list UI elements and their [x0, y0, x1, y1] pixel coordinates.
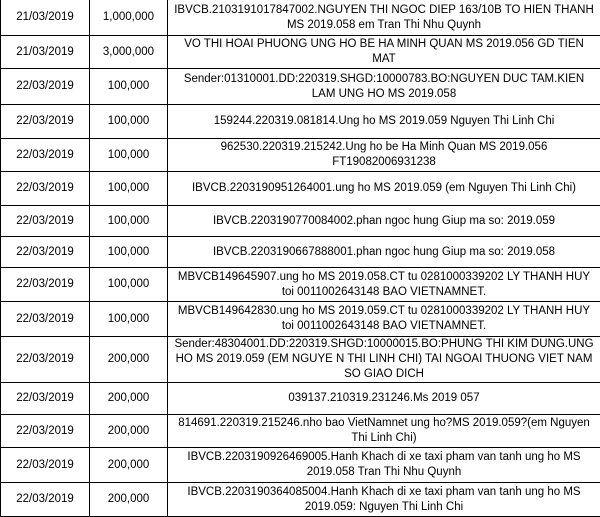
amount-cell: 1,000,000	[90, 0, 168, 36]
description-cell: VO THI HOAI PHUONG UNG HO BE HA MINH QUAN MS 2019.056 GD TIEN MAT	[168, 36, 600, 69]
description-cell: IBVCB.2103191017847002.NGUYEN THI NGOC DIEP 163/10B TO HIEN THANH MS 2019.058 em Tran Thi Nhu Quynh	[168, 0, 600, 36]
table-row	[1, 268, 600, 302]
description-cell: 159244.220319.081814.Ung ho MS 2019.059 Nguyen Thi Linh Chi	[168, 105, 600, 139]
table-row	[1, 337, 600, 383]
amount-cell: 100,000	[90, 302, 168, 337]
amount-cell: 100,000	[90, 139, 168, 172]
amount-cell: 3,000,000	[90, 36, 168, 69]
description-cell: Sender:48304001.DD:220319.SHGD:10000015.BO:PHUNG THI KIM DUNG.UNG HO MS 2019.059 (EM NGUYE N THI LINH CHI) TAI NGOAI THUONG VIET NAM SO GIAO DICH	[168, 337, 600, 383]
table-row	[1, 237, 600, 268]
date-cell: 22/03/2019	[1, 415, 90, 448]
amount-cell: 100,000	[90, 172, 168, 206]
table-row	[1, 0, 600, 36]
amount-cell: 100,000	[90, 268, 168, 302]
amount-cell: 100,000	[90, 206, 168, 237]
date-cell: 22/03/2019	[1, 69, 90, 105]
description-cell: Sender:01310001.DD:220319.SHGD:10000783.BO:NGUYEN DUC TAM.KIEN LAM UNG HO MS 2019.058	[168, 69, 600, 105]
description-cell: IBVCB.2203190951264001.ung ho MS 2019.059 (em Nguyen Thi Linh Chi)	[168, 172, 600, 206]
date-cell: 21/03/2019	[1, 0, 90, 36]
date-cell: 22/03/2019	[1, 172, 90, 206]
date-cell: 22/03/2019	[1, 268, 90, 302]
description-cell: MBVCB149645907.ung ho MS 2019.058.CT tu 0281000339202 LY THANH HUY toi 0011002643148 BAO VIETNAMNET.	[168, 268, 600, 302]
date-cell: 21/03/2019	[1, 36, 90, 69]
description-cell: IBVCB.2203190770084002.phan ngoc hung Giup ma so: 2019.059	[168, 206, 600, 237]
amount-cell: 200,000	[90, 337, 168, 383]
description-cell: IBVCB.2203190364085004.Hanh Khach di xe taxi pham van tanh ung ho MS 2019.059: Nguyen Thi Linh Chi	[168, 483, 600, 517]
amount-cell: 200,000	[90, 383, 168, 415]
description-cell: MBVCB149642830.ung ho MS 2019.059.CT tu 0281000339202 LY THANH HUY toi 0011002643148 BAO VIETNAMNET.	[168, 302, 600, 337]
date-cell: 22/03/2019	[1, 139, 90, 172]
table-row	[1, 36, 600, 69]
table-row	[1, 206, 600, 237]
description-cell: IBVCB.2203190926469005.Hanh Khach di xe taxi pham van tanh ung ho MS 2019.058 Tran Thi Nhu Quynh	[168, 448, 600, 483]
table-row	[1, 483, 600, 517]
table-row	[1, 415, 600, 448]
date-cell: 22/03/2019	[1, 448, 90, 483]
amount-cell: 200,000	[90, 448, 168, 483]
amount-cell: 100,000	[90, 105, 168, 139]
date-cell: 22/03/2019	[1, 483, 90, 517]
table-row	[1, 383, 600, 415]
date-cell: 22/03/2019	[1, 302, 90, 337]
table-row	[1, 172, 600, 206]
amount-cell: 100,000	[90, 69, 168, 105]
amount-cell: 200,000	[90, 415, 168, 448]
date-cell: 22/03/2019	[1, 237, 90, 268]
description-cell: 039137.210319.231246.Ms 2019 057	[168, 383, 600, 415]
description-cell: 962530.220319.215242.Ung ho be Ha Minh Quan MS 2019.056 FT19082006931238	[168, 139, 600, 172]
amount-cell: 200,000	[90, 483, 168, 517]
description-cell: IBVCB.2203190667888001.phan ngoc hung Giup ma so: 2019.058	[168, 237, 600, 268]
description-cell: 814691.220319.215246.nho bao VietNamnet ung ho?MS 2019.059?(em Nguyen Thi Linh Chi)	[168, 415, 600, 448]
table-row	[1, 448, 600, 483]
date-cell: 22/03/2019	[1, 105, 90, 139]
table-row	[1, 302, 600, 337]
date-cell: 22/03/2019	[1, 383, 90, 415]
amount-cell: 100,000	[90, 237, 168, 268]
table-row	[1, 69, 600, 105]
date-cell: 22/03/2019	[1, 337, 90, 383]
date-cell: 22/03/2019	[1, 206, 90, 237]
table-row	[1, 139, 600, 172]
table-row	[1, 105, 600, 139]
